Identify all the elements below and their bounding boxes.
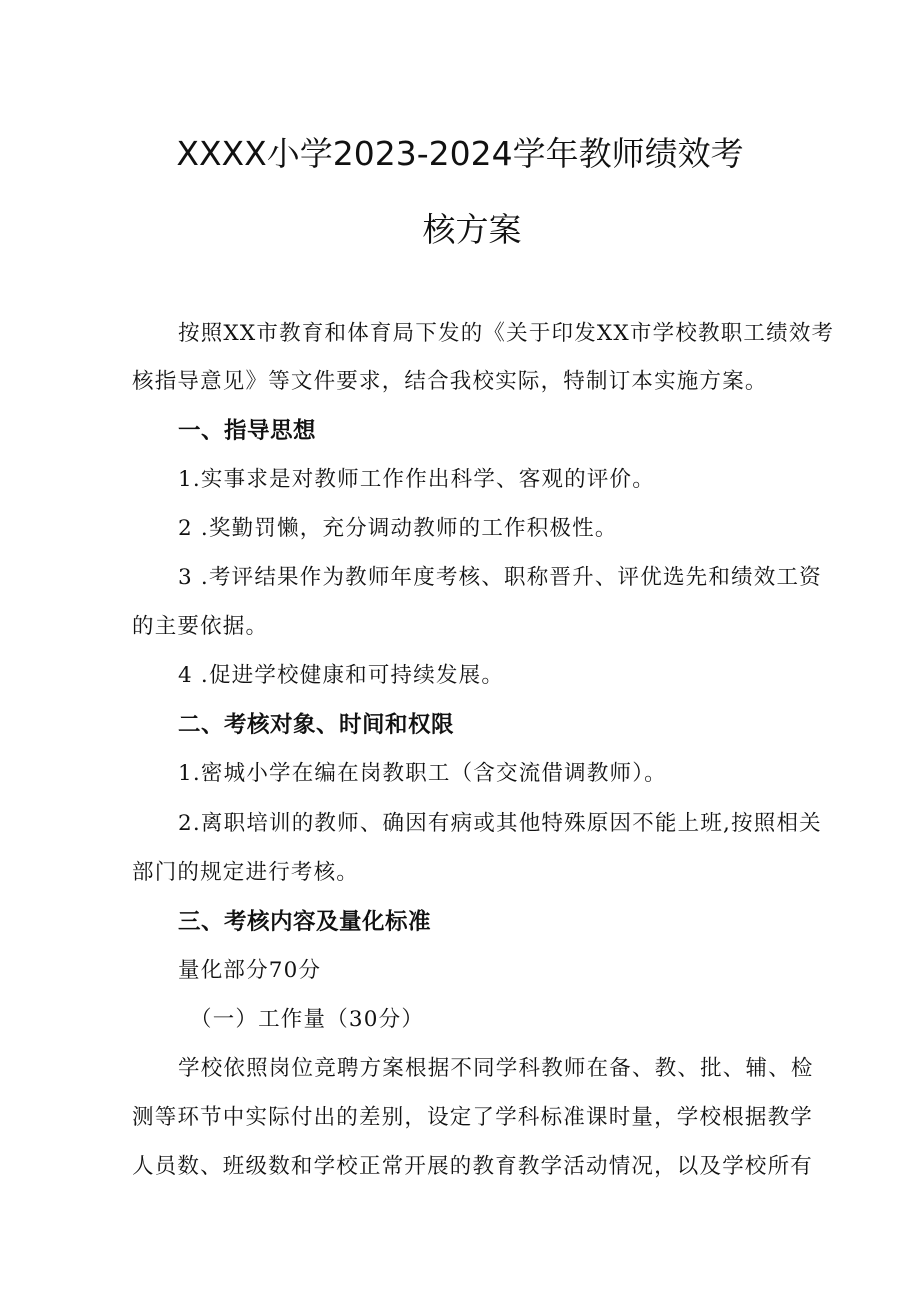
section1-item-2: 2 .奖勤罚懒，充分调动教师的工作积极性。 (178, 516, 618, 541)
section3-paragraph-line-2: 测等环节中实际付出的差别，设定了学科标准课时量，学校根据教学 (132, 1105, 814, 1130)
section2-item-1: 1.密城小学在编在岗教职工（含交流借调教师）。 (178, 761, 667, 786)
intro-paragraph-line-1: 按照XX市教育和体育局下发的《关于印发XX市学校教职工绩效考 (178, 321, 835, 346)
section1-item-1: 1.实事求是对教师工作作出科学、客观的评价。 (178, 467, 655, 492)
section1-item-3-line-1: 3 .考评结果作为教师年度考核、职称晋升、评优选先和绩效工资 (178, 565, 822, 590)
section-heading-guiding-ideology: 一、指导思想 (178, 418, 317, 444)
section2-item-2-line-2: 部门的规定进行考核。 (132, 860, 360, 885)
section2-item-2-line-1: 2.离职培训的教师、确因有病或其他特殊原因不能上班,按照相关 (178, 811, 822, 836)
section3-subheading-quantified: 量化部分70分 (178, 958, 322, 983)
section3-subheading-workload: （一）工作量（30分） (190, 1007, 425, 1032)
section3-paragraph-line-3: 人员数、班级数和学校正常开展的教育教学活动情况，以及学校所有 (132, 1154, 814, 1179)
intro-paragraph-line-2: 核指导意见》等文件要求，结合我校实际，特制订本实施方案。 (132, 369, 768, 394)
document-title-line-1: XXXX小学2023-2024学年教师绩效考 (176, 134, 744, 173)
section1-item-4: 4 .促进学校健康和可持续发展。 (178, 663, 505, 688)
section3-paragraph-line-1: 学校依照岗位竞聘方案根据不同学科教师在备、教、批、辅、检 (178, 1056, 814, 1081)
section1-item-3-line-2: 的主要依据。 (132, 614, 269, 639)
document-title-line-2: 核方案 (422, 210, 522, 249)
section-heading-assessment-content: 三、考核内容及量化标准 (178, 909, 432, 935)
section-heading-assessment-targets: 二、考核对象、时间和权限 (178, 712, 455, 738)
